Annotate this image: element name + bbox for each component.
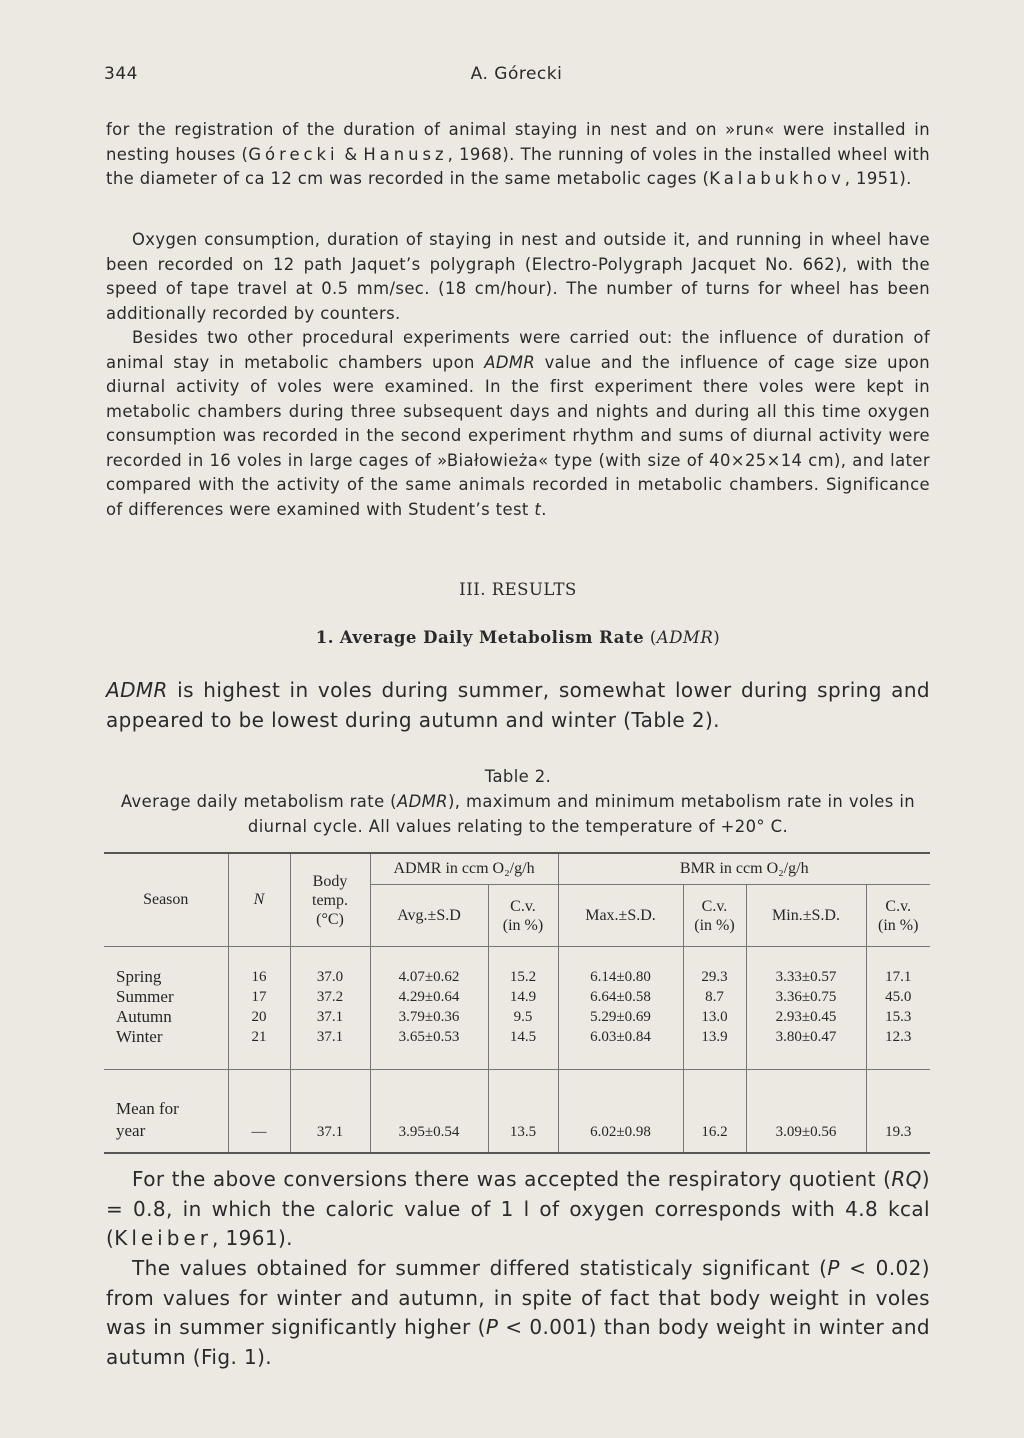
col-header-n: N	[228, 853, 290, 947]
significance-paragraph: The values obtained for summer differed statisticaly significant (P < 0.02) from values for winter and autumn, in spite of fact that body weight in voles was in summer significantly higher (P < 0.001) than body weight in winter and autumn (Fig. 1).	[106, 1256, 930, 1369]
running-head: A. Górecki	[470, 64, 563, 84]
col-header-season: Season	[104, 853, 228, 947]
methods-paragraph-1: for the registration of the duration of animal staying in nest and on »run« were installed in nesting houses (Górecki & Hanusz, 1968). The running of voles in the installed wheel with the diameter of ca 12 cm was recorded in the same metabolic cages (Kalabukhov, 1951).	[106, 120, 931, 188]
author-citation: Kleiber	[114, 1226, 212, 1250]
metabolism-table	[104, 852, 930, 1154]
col-header-max-cv: C.v. (in %)	[683, 885, 746, 947]
section-heading: III. RESULTS	[459, 580, 577, 599]
table-row: Spring 16 37.0 4.07±0.62 15.2 6.14±0.80 29.3 3.33±0.57 17.1	[104, 967, 930, 987]
conversion-paragraph: For the above conversions there was accepted the respiratory quotient (RQ) = 0.8, in which the caloric value of 1 l of oxygen corresponds with 4.8 kcal (Kleiber, 1961).	[106, 1167, 930, 1250]
table-row: Autumn 20 37.1 3.79±0.36 9.5 5.29±0.69 13.0 2.93±0.45 15.3	[104, 1007, 930, 1027]
table-caption: Average daily metabolism rate (ADMR), maximum and minimum metabolism rate in voles in diurnal cycle. All values relating to the temperature of +20° C.	[120, 792, 916, 836]
col-header-body-temp: Body temp. (°C)	[290, 853, 370, 947]
col-header-min-cv: C.v. (in %)	[866, 885, 930, 947]
author-citation: Górecki	[248, 144, 339, 164]
methods-paragraph-2: Oxygen consumption, duration of staying in nest and outside it, and running in wheel have been recorded on 12 path Jaquet’s polygraph (Electro-Polygraph Jacquet No. 662), with the speed of tape travel at 0.5 mm/sec. (18 cm/hour). The number of turns for wheel has been additionally recorded by counters.	[106, 230, 930, 323]
page-number: 344	[104, 64, 138, 84]
col-header-admr-avg: Avg.±S.D	[370, 885, 488, 947]
col-header-bmr-min: Min.±S.D.	[746, 885, 866, 947]
table-row-mean: Mean for year — 37.1 3.95±0.54 13.5 6.02±0.98 16.2 3.09±0.56 19.3	[104, 1070, 930, 1154]
col-header-bmr-group: BMR in ccm O₂/g/h	[558, 853, 930, 885]
col-header-admr-group: ADMR in ccm O₂/g/h	[370, 853, 558, 885]
subsection-heading: 1. Average Daily Metabolism Rate (ADMR)	[315, 628, 721, 647]
col-header-bmr-max: Max.±S.D.	[558, 885, 683, 947]
col-header-admr-cv: C.v. (in %)	[488, 885, 558, 947]
author-citation: Hanusz	[363, 144, 448, 164]
page-header	[104, 64, 929, 94]
table-label: Table 2.	[484, 767, 552, 786]
methods-paragraph-3: Besides two other procedural experiments were carried out: the influence of duration of animal stay in metabolic chambers upon ADMR value and the influence of cage size upon diurnal activity of voles were examined. In the first experiment there voles were kept in metabolic chambers during three subsequent days and nights and during all this time oxygen consumption was recorded in the second experiment rhythm and sums of diurnal activity were recorded in 16 voles in large cages of »Białowieża« type (with size of 40×25×14 cm), and later compared with the activity of the same animals recorded in metabolic chambers. Significance of differences were examined with Student’s test t.	[106, 328, 930, 519]
table-row: Summer 17 37.2 4.29±0.64 14.9 6.64±0.58 8.7 3.36±0.75 45.0	[104, 987, 930, 1007]
results-paragraph: ADMR is highest in voles during summer, somewhat lower during spring and appeared to be lowest during autumn and winter (Table 2).	[106, 678, 930, 732]
author-citation: Kalabukhov	[709, 169, 845, 188]
table-row: Winter 21 37.1 3.65±0.53 14.5 6.03±0.84 13.9 3.80±0.47 12.3	[104, 1027, 930, 1047]
